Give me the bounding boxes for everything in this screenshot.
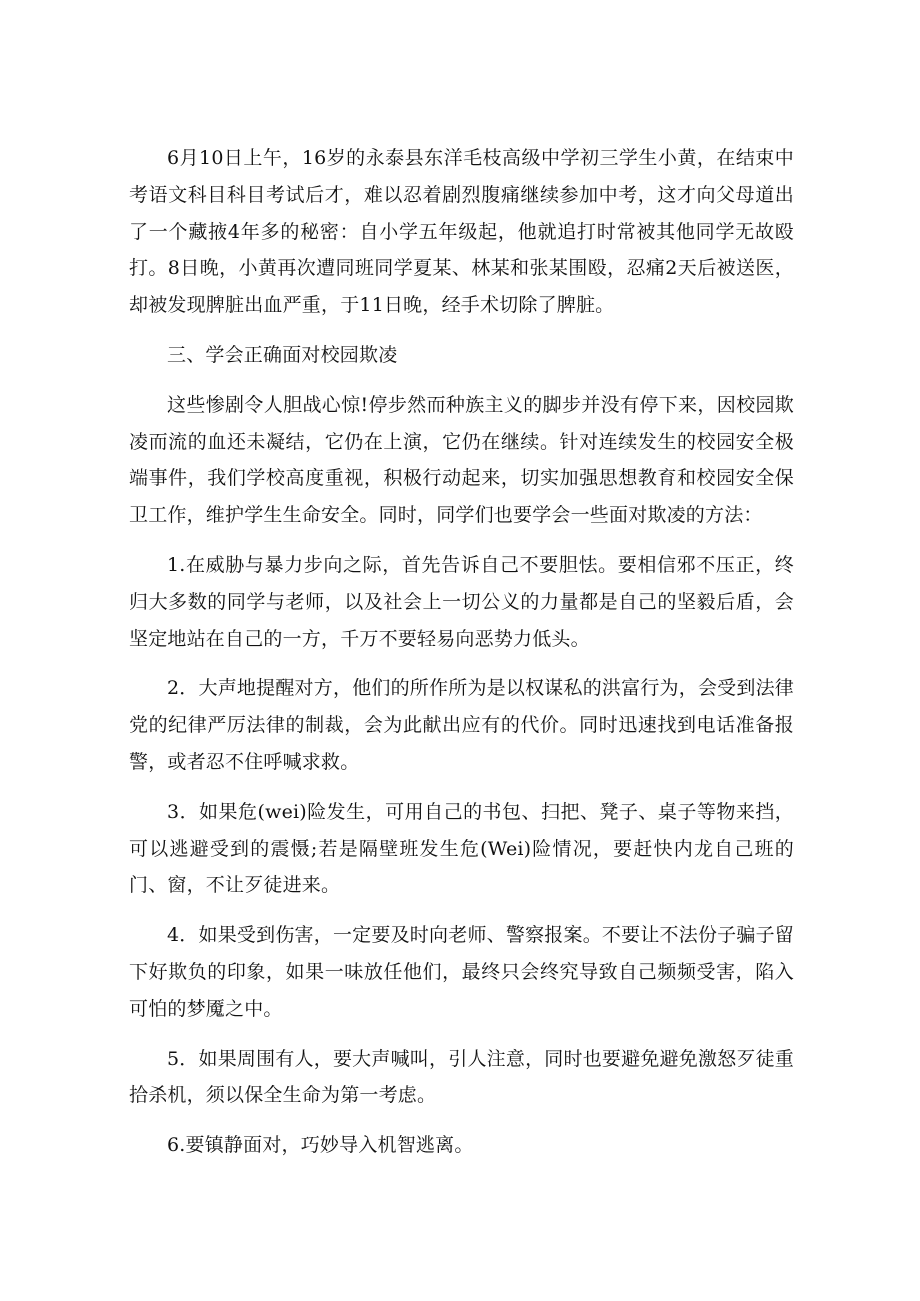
list-item-6: 6.要镇静面对，巧妙导入机智逃离。 <box>167 1134 474 1157</box>
document-body <box>129 140 794 1164</box>
list-item-4: 4．如果受到伤害，一定要及时向老师、警察报案。不要让不法份子骗子留下好欺负的印象，如果一味放任他们，最终只会终究导致自己频频受害，陷入可怕的梦魇之中。 <box>129 924 794 1020</box>
list-item-1: 1.在威胁与暴力步向之际，首先告诉自己不要胆怯。要相信邪不压正，终归大多数的同学与老师，以及社会上一切公义的力量都是自己的坚毅后盾，会坚定地站在自己的一方，千万不要轻易向恶势力低头。 <box>129 553 794 650</box>
paragraph-intro: 这些惨剧令人胆战心惊!停步然而种族主义的脚步并没有停下来，因校园欺凌而流的血还未凝结，它仍在上演，它仍在继续。针对连续发生的校园安全极端事件，我们学校高度重视，积极行动起来，切实加强思想教育和校园安全保卫工作，维护学生生命安全。同时，同学们也要学会一些面对欺凌的方法： <box>129 393 794 527</box>
list-item-5: 5．如果周围有人，要大声喊叫，引人注意，同时也要避免避免激怒歹徒重拾杀机，须以保全生命为第一考虑。 <box>129 1047 794 1107</box>
paragraph-incident: 6月10日上午，16岁的永泰县东洋毛枝高级中学初三学生小黄，在结束中考语文科目科目考试后才，难以忍着剧烈腹痛继续参加中考，这才向父母道出了一个藏掖4年多的秘密：自小学五年级起，他就追打时常被其他同学无故殴打。8日晚，小黄再次遭同班同学夏某、林某和张某围殴，忍痛2天后被送医，却被发现脾脏出血严重，于11日晚，经手术切除了脾脏。 <box>129 147 794 317</box>
section-heading: 三、学会正确面对校园欺凌 <box>167 343 398 366</box>
list-item-2: 2．大声地提醒对方，他们的所作所为是以权谋私的洪富行为，会受到法律党的纪律严厉法律的制裁，会为此献出应有的代价。同时迅速找到电话准备报警，或者忍不住呼喊求救。 <box>129 677 794 773</box>
list-item-3: 3．如果危(wei)险发生，可用自己的书包、扫把、凳子、桌子等物来挡，可以逃避受到的震慑;若是隔壁班发生危(Wei)险情况，要赶快内龙自己班的门、窗，不让歹徒进来。 <box>129 800 794 897</box>
